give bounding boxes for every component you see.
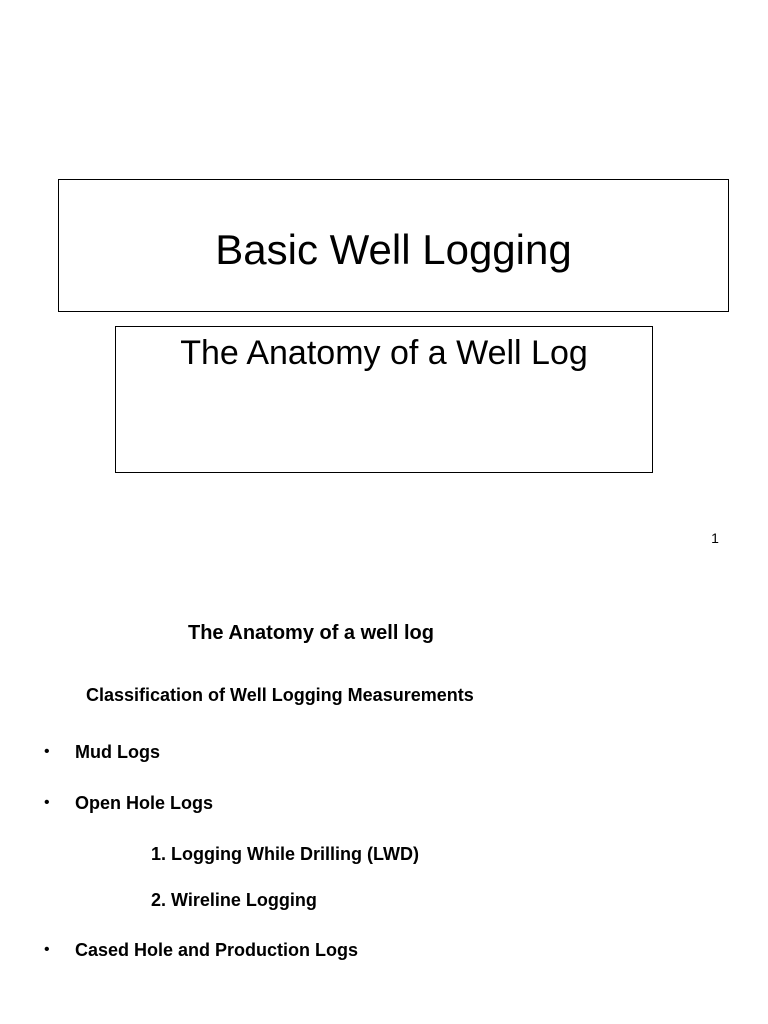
bullet-icon: • xyxy=(44,941,50,958)
notes-heading: The Anatomy of a well log xyxy=(188,622,434,644)
page-number: 1 xyxy=(711,530,719,546)
sub-item-wireline: 2. Wireline Logging xyxy=(151,890,317,910)
slide-subtitle: The Anatomy of a Well Log xyxy=(180,334,588,372)
bullet-icon: • xyxy=(44,743,50,760)
bullet-label: Open Hole Logs xyxy=(75,793,214,813)
bullet-label: Cased Hole and Production Logs xyxy=(75,940,359,960)
slide-title: Basic Well Logging xyxy=(215,226,572,273)
notes-subheading: Classification of Well Logging Measurements xyxy=(86,685,474,705)
slide-title-box xyxy=(58,179,729,312)
sub-item-lwd: 1. Logging While Drilling (LWD) xyxy=(151,844,419,864)
bullet-label: Mud Logs xyxy=(75,742,160,762)
bullet-icon: • xyxy=(44,794,50,811)
slide-subtitle-box xyxy=(115,326,653,473)
